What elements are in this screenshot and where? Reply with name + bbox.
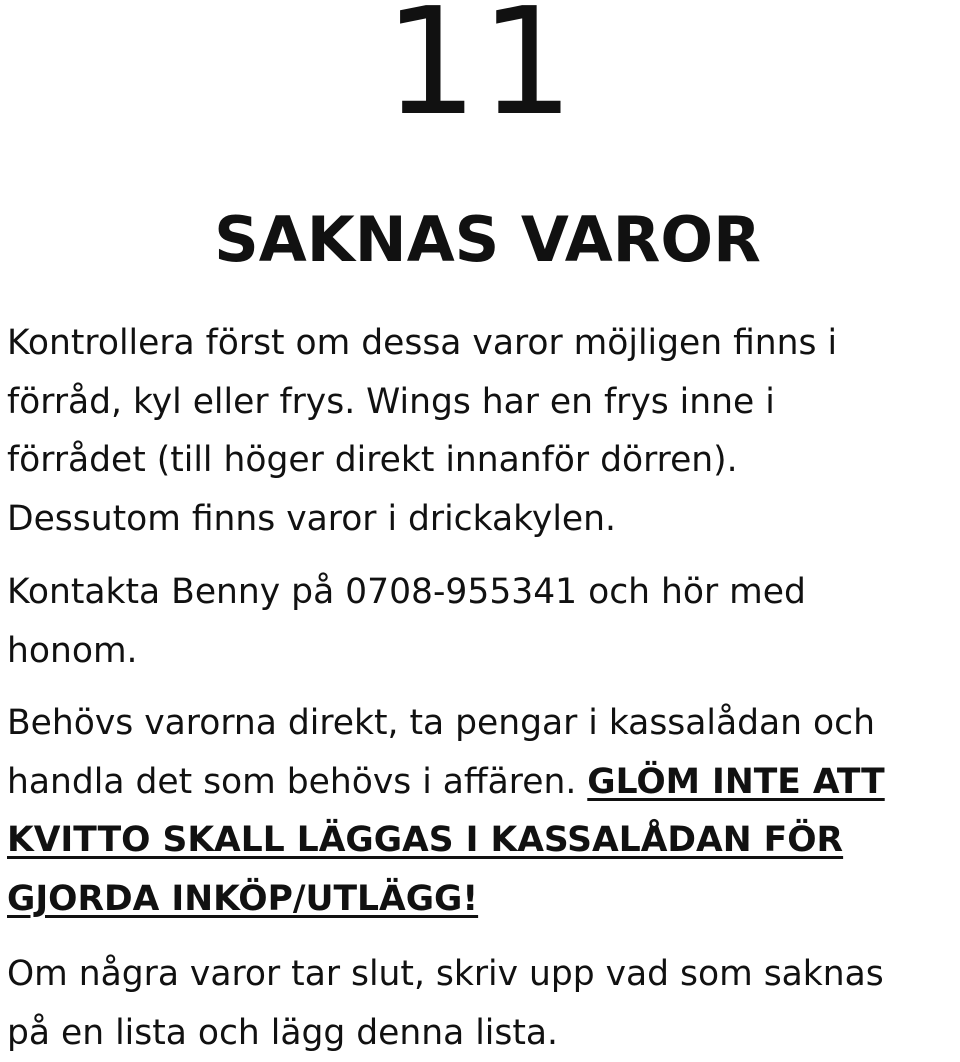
paragraph-buy-items bbox=[7, 694, 957, 928]
page-number: 11 bbox=[0, 0, 960, 142]
page-title: SAKNAS VAROR bbox=[0, 202, 960, 278]
receipt-warning-line: KVITTO SKALL LÄGGAS I KASSALÅDAN FÖR bbox=[7, 811, 957, 870]
receipt-warning-end: GJORDA INKÖP/UTLÄGG! bbox=[7, 879, 478, 919]
paragraph-check-storage bbox=[7, 314, 957, 548]
text-line: Kontrollera först om dessa varor möjligen finns i bbox=[7, 314, 957, 373]
text-line: Kontakta Benny på 0708-955341 och hör med bbox=[7, 563, 957, 622]
text-line bbox=[7, 870, 957, 929]
text-line: förråd, kyl eller frys. Wings har en frys inne i bbox=[7, 373, 957, 432]
text-line: Behövs varorna direkt, ta pengar i kassalådan och bbox=[7, 694, 957, 753]
paragraph-write-list bbox=[7, 945, 957, 1062]
text-line bbox=[7, 753, 957, 812]
text-line: honom. bbox=[7, 622, 957, 681]
text-line: på en lista och lägg denna lista. bbox=[7, 1004, 957, 1062]
text-line: förrådet (till höger direkt innanför dörren). bbox=[7, 431, 957, 490]
text-segment: handla det som behövs i affären. bbox=[7, 762, 587, 802]
text-line: Dessutom finns varor i drickakylen. bbox=[7, 490, 957, 549]
paragraph-contact bbox=[7, 563, 957, 680]
receipt-warning: GLÖM INTE ATT bbox=[587, 762, 884, 802]
text-line: Om några varor tar slut, skriv upp vad som saknas bbox=[7, 945, 957, 1004]
